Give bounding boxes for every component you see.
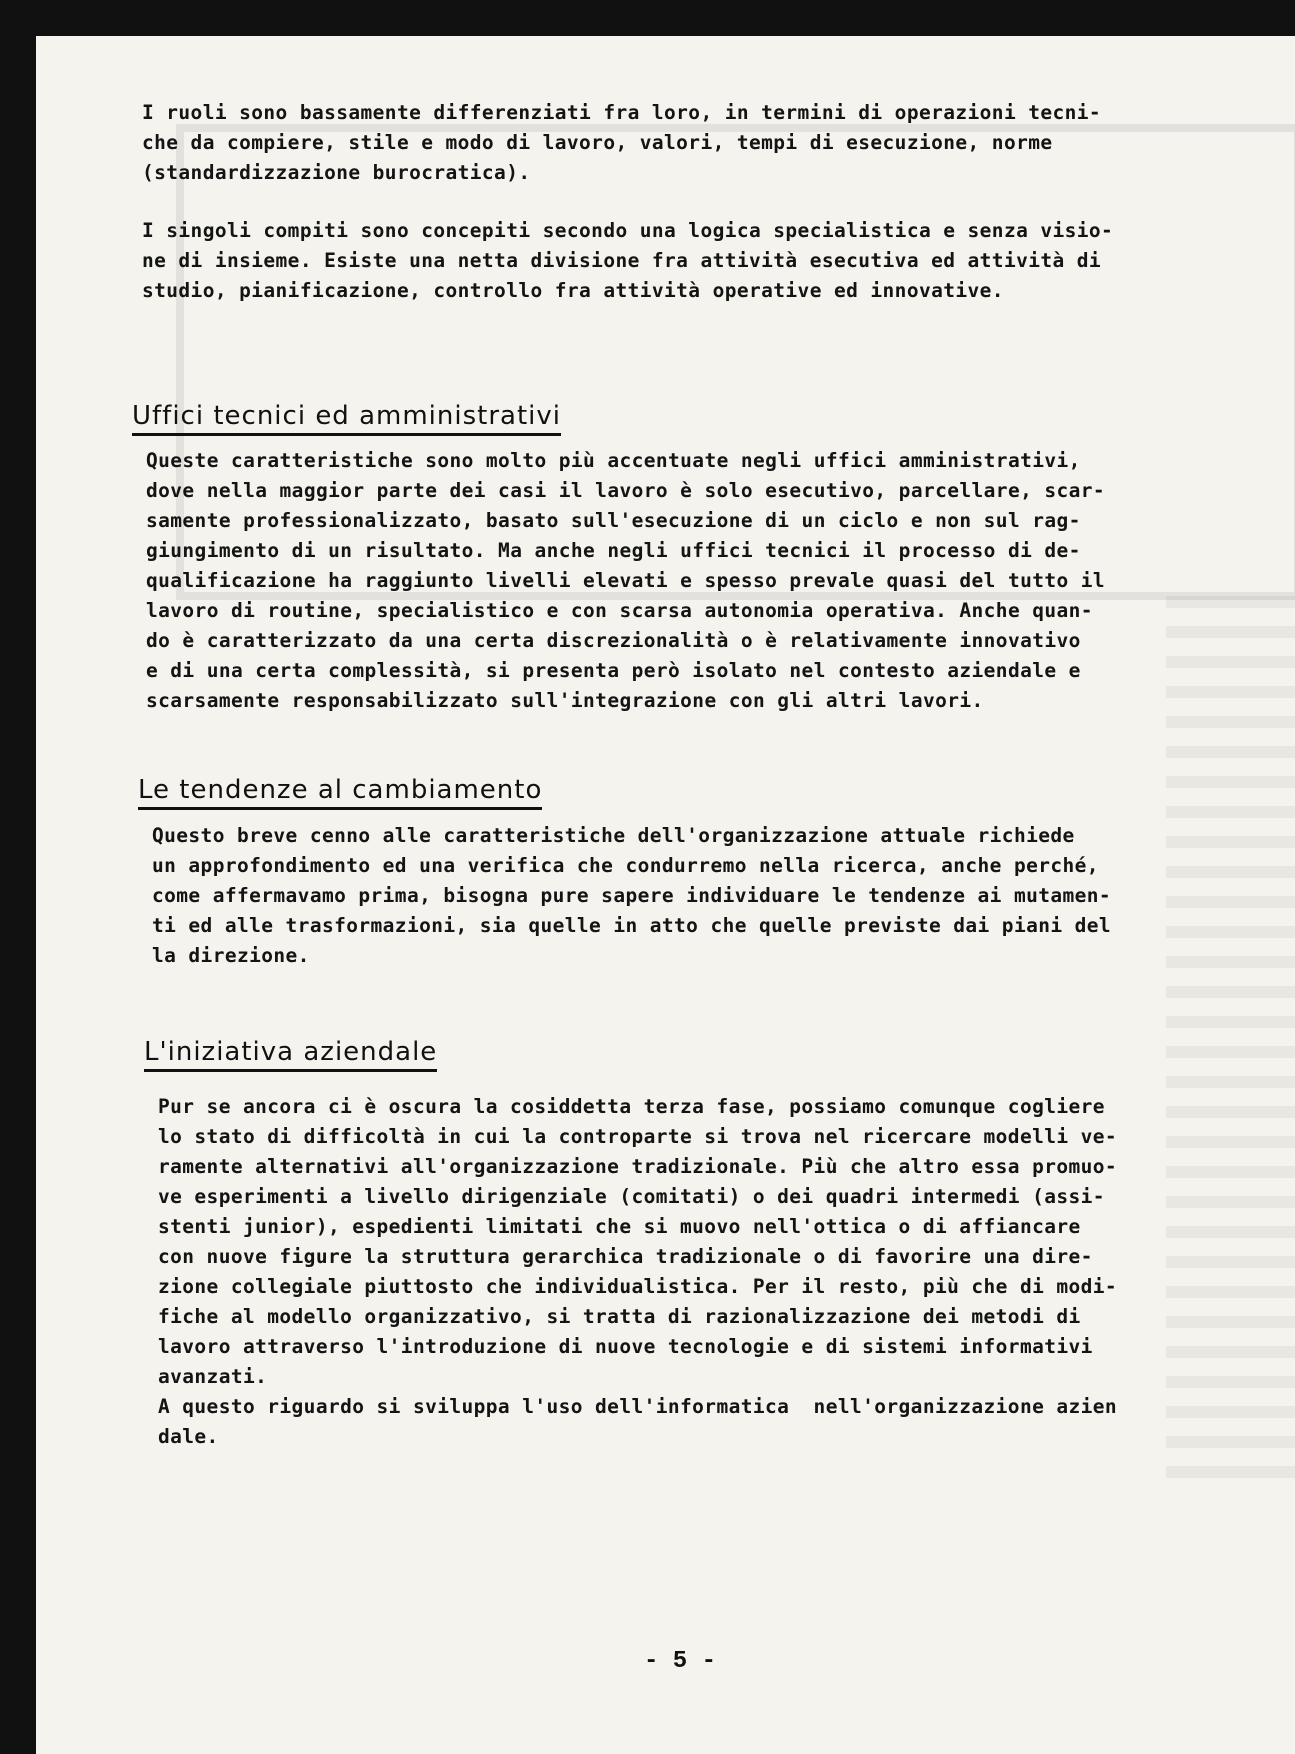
paragraph-ruoli: I ruoli sono bassamente differenziati fra loro, in termini di operazioni tecni- che da compiere, stile e modo di lavoro, valori, tempi di esecuzione, norme (standardizzazione burocratica).: [142, 101, 1102, 184]
bleed-through-text: [1166, 596, 1295, 1496]
paragraph-uffici: Queste caratteristiche sono molto più accentuate negli uffici amministrativi, dove nella maggior parte dei casi il lavoro è solo esecutivo, parcellare, scar- samente professionalizzato, basato sull'esecuzione di un ciclo e non sul rag- giungimento di un risultato. Ma anche negli uffici tecnici il processo di de- qualificazione ha raggiunto livelli elevati e spesso prevale quasi del tutto il lavoro di routine, specialistico e con scarsa autonomia operativa. Anche quan- do è caratterizzato da una certa discrezionalità o è relativamente innovativo e di una certa complessità, si presenta però isolato nel contesto aziendale e scarsamente responsabilizzato sull'integrazione con gli altri lavori.: [146, 449, 1106, 712]
page-number: - 5 -: [644, 1648, 717, 1675]
heading-uffici: Uffici tecnici ed amministrativi: [132, 400, 561, 436]
heading-tendenze: Le tendenze al cambiamento: [138, 774, 542, 810]
paragraph-tendenze: Questo breve cenno alle caratteristiche dell'organizzazione attuale richiede un approfondimento ed una verifica che condurremo nella ricerca, anche perché, come affermavamo prima, bisogna pure sapere individuare le tendenze ai mutamen- ti ed alle trasformazioni, sia quelle in atto che quelle previste dai piani del la direzione.: [152, 824, 1112, 967]
paragraph-iniziativa: Pur se ancora ci è oscura la cosiddetta terza fase, possiamo comunque cogliere lo stato di difficoltà in cui la controparte si trova nel ricercare modelli ve- ramente alternativi all'organizzazione tradizionale. Più che altro essa promuo- ve esperimenti a livello dirigenziale (comitati) o dei quadri intermedi (assi- stenti junior), espedienti limitati che si muovo nell'ottica o di affiancare con nuove figure la struttura gerarchica tradizionale o di favorire una dire- zione collegiale piuttosto che individualistica. Per il resto, più che di modi- fiche al modello organizzativo, si tratta di razionalizzazione dei metodi di lavoro attraverso l'introduzione di nuove tecnologie e di sistemi informativi avanzati. A questo riguardo si sviluppa l'uso dell'informatica nell'organizzazione azien dale.: [158, 1095, 1118, 1448]
paragraph-compiti: I singoli compiti sono concepiti secondo una logica specialistica e senza visio- ne di insieme. Esiste una netta divisione fra attività esecutiva ed attività di studio, pianificazione, controllo fra attività operative ed innovative.: [142, 219, 1114, 302]
document-page: [36, 36, 1295, 1754]
heading-iniziativa: L'iniziativa aziendale: [144, 1036, 437, 1072]
